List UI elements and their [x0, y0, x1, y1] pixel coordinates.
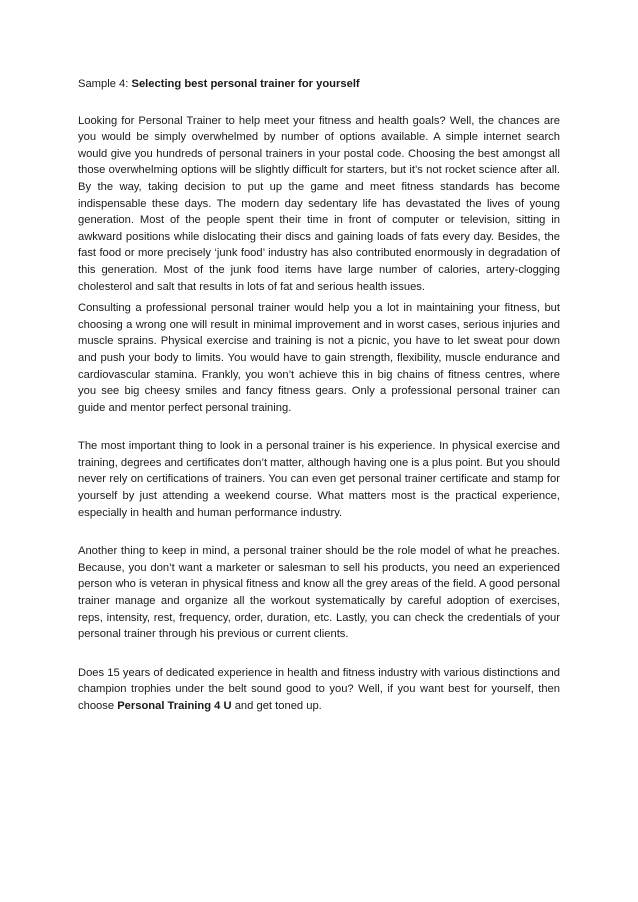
brand-name: Personal Training 4 U	[117, 700, 232, 712]
document-heading	[78, 76, 560, 93]
conclusion-text: Does 15 years of dedicated experience in health and fitness industry with various distinctions and champion trophies under the belt sound good to you? Well, if you want best for yourself, then choose	[78, 666, 560, 712]
heading-prefix: Sample 4:	[78, 78, 132, 90]
paragraph-consulting: Consulting a professional personal trainer would help you a lot in maintaining your fitness, but choosing a wrong one will result in minimal improvement and in worst cases, serious injuries and muscle sprains. Physical exercise and training is not a picnic, you have to let sweat pour down and push your body to limits. You would have to gain strength, flexibility, muscle endurance and cardiovascular stamina. Frankly, you won’t achieve this in big chains of fitness centres, where you see big cheesy smiles and fancy fitness gears. Only a professional personal trainer can guide and mentor perfect personal training.	[78, 302, 560, 414]
paragraph-experience: The most important thing to look in a personal trainer is his experience. In physical exercise and training, degrees and certificates don’t matter, although having one is a plus point. But you should never rely on certifications of trainers. You can even get personal trainer certificate and stamp for yourself by just attending a weekend course. What matters most is the practical experience, especially in health and human performance industry.	[78, 440, 560, 519]
heading-title: Selecting best personal trainer for yourself	[131, 78, 360, 90]
paragraph-intro: Looking for Personal Trainer to help meet your fitness and health goals? Well, the chances are you would be simply overwhelmed by number of options available. A simple internet search would give you hundreds of personal trainers in your postal code. Choosing the best amongst all those overwhelming options will be slightly difficult for starters, but it’s not rocket science after all. By the way, taking decision to put up the game and meet fitness standards has become indispensable these days. The modern day sedentary life has devastated the lives of young generation. Most of the people spent their time in front of computer or television, sitting in awkward positions while dislocating their discs and gaining loads of fats every day. Besides, the fast food or more precisely ‘junk food’ industry has also contributed enormously in degradation of this generation. Most of the junk food items have large number of calories, artery-clogging cholesterol and salt that results in lots of fat and serious health issues.	[78, 114, 560, 293]
paragraph-conclusion	[78, 665, 560, 715]
conclusion-tail: and get toned up.	[231, 700, 322, 712]
document-page	[78, 76, 560, 715]
paragraph-role-model: Another thing to keep in mind, a personal trainer should be the role model of what he preaches. Because, you don’t want a marketer or salesman to sell his products, you need an experienced person who is veteran in physical fitness and know all the grey areas of the field. A good personal trainer manage and organize all the workout systematically by careful adoption of exercises, reps, intensity, rest, frequency, order, duration, etc. Lastly, you can check the credentials of your personal trainer through his previous or current clients.	[78, 545, 560, 641]
